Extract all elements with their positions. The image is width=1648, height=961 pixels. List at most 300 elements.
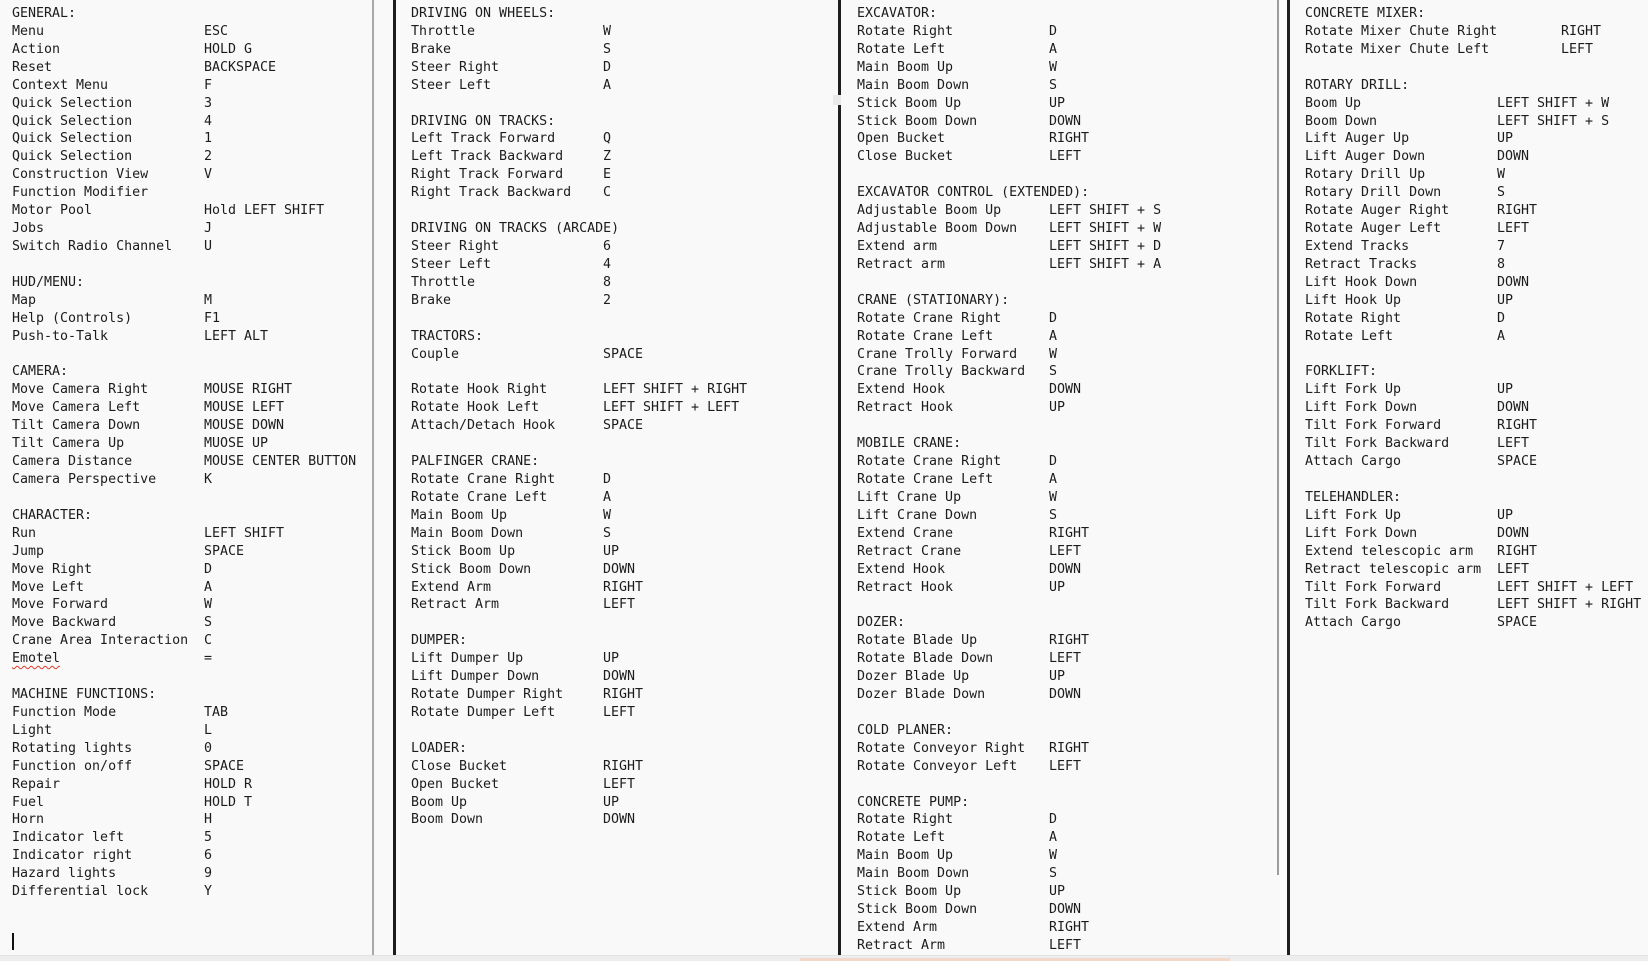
key-binding: RIGHT	[603, 687, 644, 703]
key-binding: 4	[603, 256, 612, 272]
control-row	[12, 579, 356, 597]
control-row	[857, 41, 1161, 59]
control-label: Main Boom Down	[411, 525, 524, 541]
control-label: Lift Auger Up	[1305, 131, 1410, 147]
control-row	[1305, 561, 1641, 579]
key-binding: W	[1049, 489, 1058, 505]
key-binding: LEFT SHIFT + W	[1497, 95, 1610, 111]
control-row	[857, 525, 1161, 543]
control-label: Rotate Hook Right	[411, 382, 548, 398]
control-row	[12, 148, 356, 166]
key-binding: W	[603, 23, 612, 39]
key-binding: S	[603, 525, 612, 541]
control-row	[857, 883, 1161, 901]
blank-line	[411, 363, 747, 381]
key-binding: A	[204, 579, 213, 595]
control-label: Emotel	[12, 651, 61, 667]
control-label: Lift Dumper Down	[411, 669, 540, 685]
pane-divider-1-scrollbar[interactable]	[372, 0, 374, 961]
control-label: Tilt Camera Down	[12, 418, 141, 434]
key-binding: A	[1049, 41, 1058, 57]
section-heading: DRIVING ON TRACKS:	[411, 113, 556, 129]
key-binding: DOWN	[1049, 902, 1082, 918]
control-label: Rotate Crane Left	[857, 471, 994, 487]
key-binding: UP	[1049, 884, 1066, 900]
section-heading: HUD/MENU:	[12, 274, 85, 290]
control-row	[411, 686, 747, 704]
control-row	[12, 829, 356, 847]
key-binding: LEFT	[1049, 543, 1082, 559]
control-row	[411, 758, 747, 776]
control-row	[411, 41, 747, 59]
control-label: Main Boom Down	[857, 77, 970, 93]
key-binding: D	[603, 471, 612, 487]
key-binding: LEFT	[1497, 561, 1530, 577]
control-label: Retract Arm	[411, 597, 500, 613]
control-label: Rotate Blade Down	[857, 651, 994, 667]
control-label: Move Camera Left	[12, 400, 141, 416]
control-label: Extend arm	[857, 238, 938, 254]
control-label: Lift Fork Up	[1305, 507, 1402, 523]
control-row	[411, 59, 747, 77]
control-label: Retract Crane	[857, 543, 962, 559]
control-row	[12, 220, 356, 238]
key-binding: RIGHT	[1497, 543, 1538, 559]
control-label: Motor Pool	[12, 203, 93, 219]
control-row	[857, 579, 1161, 597]
control-row	[857, 811, 1161, 829]
key-binding: SPACE	[1497, 615, 1538, 631]
control-row	[12, 525, 356, 543]
blank-line	[857, 417, 1161, 435]
blank-line	[411, 310, 747, 328]
key-binding: C	[603, 185, 612, 201]
control-label: Extend Tracks	[1305, 238, 1410, 254]
key-binding: LEFT SHIFT + D	[1049, 238, 1162, 254]
control-label: Steer Right	[411, 238, 500, 254]
key-binding: UP	[1497, 507, 1514, 523]
control-label: Rotate Left	[857, 41, 946, 57]
control-row	[12, 328, 356, 346]
control-row	[1305, 596, 1641, 614]
control-row	[857, 668, 1161, 686]
control-row	[857, 543, 1161, 561]
control-label: Stick Boom Up	[857, 95, 962, 111]
section-heading: GENERAL:	[12, 6, 77, 21]
control-row	[857, 740, 1161, 758]
key-binding: W	[603, 507, 612, 523]
key-binding: LEFT	[1497, 436, 1530, 452]
key-binding: 2	[603, 292, 612, 308]
key-binding: SPACE	[204, 758, 245, 774]
control-label: Extend Crane	[857, 525, 954, 541]
control-row	[411, 256, 747, 274]
section-heading: CONCRETE PUMP:	[857, 794, 970, 810]
key-binding: UP	[1497, 382, 1514, 398]
key-binding: UP	[1049, 669, 1066, 685]
key-binding: UP	[1049, 95, 1066, 111]
key-binding: MOUSE CENTER BUTTON	[204, 454, 357, 470]
blank-line	[12, 668, 356, 686]
key-binding: A	[1049, 328, 1058, 344]
key-binding: 8	[1497, 256, 1506, 272]
blank-line	[1305, 471, 1641, 489]
key-binding: MUOSE UP	[204, 436, 269, 452]
key-binding: HOLD R	[204, 776, 253, 792]
section-heading: CRANE (STATIONARY):	[857, 292, 1010, 308]
key-binding: W	[1049, 59, 1058, 75]
editor-pane-2[interactable]	[411, 5, 747, 829]
control-label: Move Left	[12, 579, 85, 595]
key-binding: D	[1049, 23, 1058, 39]
key-binding: S	[1049, 77, 1058, 93]
key-binding: UP	[1049, 400, 1066, 416]
control-row	[411, 507, 747, 525]
control-row	[857, 328, 1161, 346]
control-label: Push-to-Talk	[12, 328, 109, 344]
vertical-scrollbar-thumb[interactable]	[1277, 0, 1279, 875]
control-label: Throttle	[411, 274, 476, 290]
control-label: Left Track Backward	[411, 149, 564, 165]
key-binding: S	[1049, 507, 1058, 523]
control-row	[1305, 614, 1641, 632]
key-binding: A	[603, 489, 612, 505]
key-binding: 8	[603, 274, 612, 290]
section-heading: TELEHANDLER:	[1305, 489, 1402, 505]
control-row	[411, 704, 747, 722]
key-binding: LEFT	[1049, 937, 1082, 953]
key-binding: D	[1049, 310, 1058, 326]
control-label: Help (Controls)	[12, 310, 133, 326]
key-binding: SPACE	[603, 418, 644, 434]
control-label: Couple	[411, 346, 460, 362]
control-label: Jump	[12, 543, 45, 559]
control-label: Rotate Right	[857, 812, 954, 828]
key-binding: UP	[1049, 579, 1066, 595]
control-label: Adjustable Boom Up	[857, 203, 1002, 219]
key-binding: 0	[204, 740, 213, 756]
key-binding: 5	[204, 830, 213, 846]
control-label: Brake	[411, 292, 452, 308]
control-label: Attach/Detach Hook	[411, 418, 556, 434]
key-binding: LEFT	[1497, 221, 1530, 237]
section-heading: DRIVING ON WHEELS:	[411, 6, 556, 21]
control-label: Boom Down	[411, 812, 484, 828]
key-binding: M	[204, 292, 213, 308]
control-label: Quick Selection	[12, 149, 133, 165]
control-label: Repair	[12, 776, 61, 792]
editor-pane-1[interactable]	[12, 5, 356, 901]
control-label: Tilt Fork Backward	[1305, 597, 1450, 613]
control-row	[12, 41, 356, 59]
control-label: Run	[12, 525, 37, 541]
control-label: Retract Hook	[857, 579, 954, 595]
control-label: Extend Arm	[411, 579, 492, 595]
section-heading: MOBILE CRANE:	[857, 436, 962, 452]
control-label: Right Track Backward	[411, 185, 572, 201]
key-binding: TAB	[204, 704, 229, 720]
control-row	[857, 202, 1161, 220]
key-binding: W	[204, 597, 213, 613]
control-label: Close Bucket	[857, 149, 954, 165]
key-binding: 1	[204, 131, 213, 147]
control-label: Extend Arm	[857, 920, 938, 936]
control-row	[1305, 543, 1641, 561]
key-binding: J	[204, 221, 213, 237]
blank-line	[857, 274, 1161, 292]
key-binding: DOWN	[1049, 687, 1082, 703]
key-binding: D	[1049, 454, 1058, 470]
key-binding: UP	[603, 794, 620, 810]
key-binding: RIGHT	[1497, 203, 1538, 219]
control-row	[857, 113, 1161, 131]
pane-divider-1-border	[393, 0, 396, 961]
key-binding: DOWN	[1497, 525, 1530, 541]
control-row	[411, 579, 747, 597]
control-row	[857, 399, 1161, 417]
key-binding: LEFT SHIFT + LEFT	[603, 400, 740, 416]
control-row	[12, 77, 356, 95]
control-label: Quick Selection	[12, 131, 133, 147]
control-label: Brake	[411, 41, 452, 57]
control-row	[857, 507, 1161, 525]
control-row	[1305, 274, 1641, 292]
control-row	[12, 722, 356, 740]
control-row	[411, 399, 747, 417]
key-binding: LEFT	[603, 776, 636, 792]
control-row	[411, 23, 747, 41]
control-row	[411, 238, 747, 256]
control-label: Steer Right	[411, 59, 500, 75]
key-binding: SPACE	[603, 346, 644, 362]
control-label: Horn	[12, 812, 45, 828]
control-label: Rotate Mixer Chute Right	[1305, 23, 1498, 39]
control-row	[411, 166, 747, 184]
section-heading: DUMPER:	[411, 633, 468, 649]
control-row	[12, 650, 356, 668]
control-label: Retract Hook	[857, 400, 954, 416]
key-binding: DOWN	[1049, 561, 1082, 577]
control-row	[1305, 381, 1641, 399]
control-label: Rotate Crane Right	[857, 454, 1002, 470]
key-binding: L	[204, 722, 213, 738]
key-binding: E	[603, 167, 612, 183]
control-row	[857, 561, 1161, 579]
control-row	[857, 901, 1161, 919]
control-row	[857, 346, 1161, 364]
key-binding: W	[1497, 167, 1506, 183]
control-row	[857, 829, 1161, 847]
control-row	[857, 220, 1161, 238]
control-label: Open Bucket	[857, 131, 946, 147]
key-binding: H	[204, 812, 213, 828]
control-row	[411, 561, 747, 579]
key-binding: V	[204, 167, 213, 183]
control-row	[12, 59, 356, 77]
control-label: Camera Distance	[12, 454, 133, 470]
key-binding: 7	[1497, 238, 1506, 254]
control-label: Attach Cargo	[1305, 454, 1402, 470]
control-label: Jobs	[12, 221, 45, 237]
key-binding: RIGHT	[1049, 740, 1090, 756]
key-binding: DOWN	[603, 669, 636, 685]
control-label: Crane Trolly Backward	[857, 364, 1026, 380]
control-row	[857, 363, 1161, 381]
control-label: Crane Trolly Forward	[857, 346, 1018, 362]
control-label: Lift Fork Down	[1305, 525, 1418, 541]
control-row	[1305, 95, 1641, 113]
key-binding: D	[204, 561, 213, 577]
control-row	[857, 686, 1161, 704]
control-label: Adjustable Boom Down	[857, 221, 1018, 237]
control-label: Boom Up	[411, 794, 468, 810]
control-row	[12, 632, 356, 650]
control-row	[411, 417, 747, 435]
key-binding: LEFT SHIFT + LEFT	[1497, 579, 1634, 595]
key-binding: RIGHT	[1497, 418, 1538, 434]
control-row	[1305, 399, 1641, 417]
key-binding: RIGHT	[1561, 23, 1602, 39]
control-label: Lift Auger Down	[1305, 149, 1426, 165]
key-binding: RIGHT	[1049, 131, 1090, 147]
control-label: Lift Crane Down	[857, 507, 978, 523]
control-row	[12, 471, 356, 489]
key-binding: LEFT	[603, 704, 636, 720]
control-row	[411, 274, 747, 292]
control-row	[857, 23, 1161, 41]
control-row	[1305, 579, 1641, 597]
key-binding: D	[603, 59, 612, 75]
control-label: Main Boom Up	[857, 848, 954, 864]
key-binding: RIGHT	[603, 579, 644, 595]
control-row	[1305, 238, 1641, 256]
control-row	[12, 417, 356, 435]
control-label: Rotate Blade Up	[857, 633, 978, 649]
key-binding: HOLD T	[204, 794, 253, 810]
control-label: Boom Down	[1305, 113, 1378, 129]
control-label: Rotate Dumper Left	[411, 704, 556, 720]
control-row	[1305, 202, 1641, 220]
key-binding: F1	[204, 310, 221, 326]
control-label: Switch Radio Channel	[12, 238, 173, 254]
key-binding: 4	[204, 113, 213, 129]
control-label: Stick Boom Down	[411, 561, 532, 577]
key-binding: MOUSE LEFT	[204, 400, 285, 416]
key-binding: LEFT SHIFT + A	[1049, 256, 1162, 272]
key-binding: S	[1049, 364, 1058, 380]
section-heading: EXCAVATOR:	[857, 6, 938, 21]
blank-line	[857, 596, 1161, 614]
control-row	[1305, 184, 1641, 202]
key-binding: 3	[204, 95, 213, 111]
section-heading: CAMERA:	[12, 364, 69, 380]
blank-line	[857, 776, 1161, 794]
key-binding: UP	[603, 651, 620, 667]
control-label: Move Forward	[12, 597, 109, 613]
control-label: Light	[12, 722, 53, 738]
control-label: Reset	[12, 59, 53, 75]
control-row	[12, 865, 356, 883]
editor-pane-3[interactable]	[857, 5, 1161, 955]
control-label: Stick Boom Up	[857, 884, 962, 900]
section-heading: CHARACTER:	[12, 507, 93, 523]
control-row	[857, 453, 1161, 471]
control-row	[857, 632, 1161, 650]
divider-notch	[833, 95, 841, 105]
control-label: Lift Dumper Up	[411, 651, 524, 667]
section-heading: PALFINGER CRANE:	[411, 454, 540, 470]
control-row	[411, 292, 747, 310]
pane-divider-2-border	[838, 0, 841, 961]
control-label: Stick Boom Up	[411, 543, 516, 559]
control-row	[1305, 310, 1641, 328]
key-binding: LEFT SHIFT + RIGHT	[1497, 597, 1642, 613]
control-label: Indicator right	[12, 848, 133, 864]
key-binding: RIGHT	[1049, 633, 1090, 649]
control-label: Map	[12, 292, 37, 308]
key-binding: Y	[204, 884, 213, 900]
control-label: Rotate Right	[857, 23, 954, 39]
key-binding: LEFT ALT	[204, 328, 269, 344]
control-label: Main Boom Up	[411, 507, 508, 523]
control-label: Right Track Forward	[411, 167, 564, 183]
control-label: Tilt Fork Backward	[1305, 436, 1450, 452]
control-label: Rotate Crane Left	[411, 489, 548, 505]
control-row	[1305, 220, 1641, 238]
key-binding: A	[1497, 328, 1506, 344]
key-binding: D	[1497, 310, 1506, 326]
control-label: Rotary Drill Up	[1305, 167, 1426, 183]
control-row	[857, 130, 1161, 148]
control-label: Rotate Mixer Chute Left	[1305, 41, 1490, 57]
section-heading: DOZER:	[857, 615, 906, 631]
control-row	[1305, 453, 1641, 471]
control-row	[857, 919, 1161, 937]
blank-line	[411, 614, 747, 632]
control-row	[12, 704, 356, 722]
control-label: Lift Fork Down	[1305, 400, 1418, 416]
editor-pane-4[interactable]	[1305, 5, 1641, 632]
control-row	[857, 865, 1161, 883]
control-label: Boom Up	[1305, 95, 1362, 111]
control-row	[857, 650, 1161, 668]
control-row	[12, 435, 356, 453]
control-row	[411, 346, 747, 364]
control-row	[857, 95, 1161, 113]
key-binding: DOWN	[603, 812, 636, 828]
control-row	[411, 77, 747, 95]
control-row	[12, 113, 356, 131]
key-binding: 6	[603, 238, 612, 254]
key-binding: 2	[204, 149, 213, 165]
control-row	[857, 77, 1161, 95]
control-row	[411, 811, 747, 829]
control-label: Move Backward	[12, 615, 117, 631]
blank-line	[411, 95, 747, 113]
key-binding: 9	[204, 866, 213, 882]
control-label: Function Mode	[12, 704, 117, 720]
control-row	[1305, 130, 1641, 148]
control-label: Function Modifier	[12, 185, 149, 201]
key-binding: HOLD G	[204, 41, 253, 57]
section-heading: EXCAVATOR CONTROL (EXTENDED):	[857, 185, 1090, 201]
control-label: Attach Cargo	[1305, 615, 1402, 631]
control-row	[1305, 23, 1641, 41]
control-row	[411, 525, 747, 543]
control-row	[1305, 148, 1641, 166]
control-label: Close Bucket	[411, 758, 508, 774]
control-row	[1305, 292, 1641, 310]
